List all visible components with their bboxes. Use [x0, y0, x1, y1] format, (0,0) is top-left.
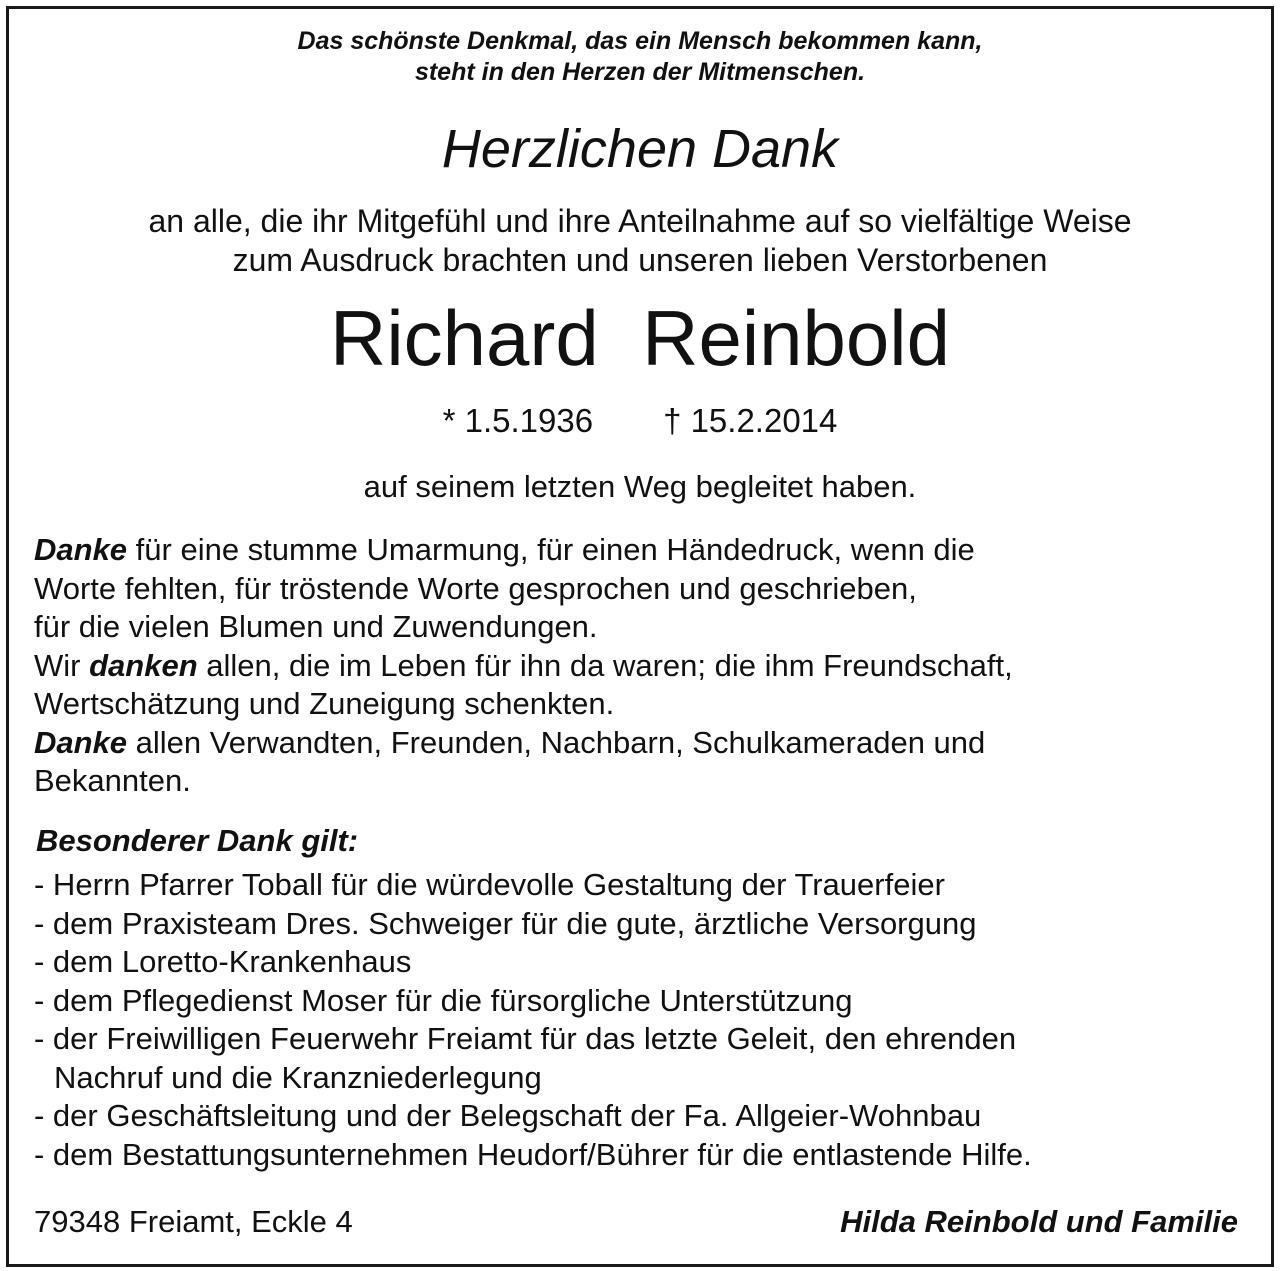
deceased-last-name: Reinbold: [642, 294, 950, 382]
motto-line-2: steht in den Herzen der Mitmenschen.: [414, 58, 866, 86]
thanks-emphasis: danken: [89, 647, 198, 683]
birth-date: * 1.5.1936: [442, 402, 594, 439]
address: 79348 Freiamt, Eckle 4: [34, 1204, 353, 1239]
list-item-continuation: Nachruf und die Kranzniederlegung: [54, 1059, 542, 1095]
thanks-line: Worte fehlten, für tröstende Worte gesprochen und geschrieben,: [34, 570, 917, 606]
thanks-paragraph: [34, 531, 1254, 801]
thanks-line: Wertschätzung und Zuneigung schenkten.: [34, 686, 615, 721]
list-item: - dem Loretto-Krankenhaus: [34, 944, 412, 979]
list-item: - dem Bestattungsunternehmen Heudorf/Bührer für die entlastende Hilfe.: [34, 1136, 1032, 1172]
list-item: - der Geschäftsleitung und der Belegschaft der Fa. Allgeier-Wohnbau: [34, 1098, 982, 1133]
motto: [0, 26, 1280, 88]
life-dates: [0, 400, 1280, 442]
motto-line-1: Das schönste Denkmal, das ein Mensch bekommen kann,: [297, 27, 983, 55]
thanks-line: für die vielen Blumen und Zuwendungen.: [34, 609, 598, 644]
accompany-text: auf seinem letzten Weg begleitet haben.: [363, 469, 917, 504]
notice-title: Herzlichen Dank: [441, 119, 839, 179]
intro-text: [0, 202, 1280, 280]
thanks-line: Danke allen Verwandten, Freunden, Nachbarn, Schulkameraden und: [34, 724, 986, 760]
signature: Hilda Reinbold und Familie: [840, 1204, 1238, 1239]
special-thanks-heading: Besonderer Dank gilt:: [36, 823, 359, 858]
intro-line-2: zum Ausdruck brachten und unseren lieben Verstorbenen: [232, 242, 1048, 278]
death-date: † 15.2.2014: [663, 402, 838, 439]
special-thanks-list: [34, 866, 1254, 1174]
list-item: - der Freiwilligen Feuerwehr Freiamt für das letzte Geleit, den ehrenden: [34, 1021, 1017, 1056]
intro-line-1: an alle, die ihr Mitgefühl und ihre Anteilnahme auf so vielfältige Weise: [148, 203, 1132, 239]
thanks-line: Danke für eine stumme Umarmung, für einen Händedruck, wenn die: [34, 532, 975, 567]
thanks-emphasis: Danke: [34, 532, 128, 567]
list-item: - dem Pflegedienst Moser für die fürsorgliche Unterstützung: [34, 982, 853, 1018]
list-item: - dem Praxisteam Dres. Schweiger für die gute, ärztliche Versorgung: [34, 905, 977, 941]
list-item: - Herrn Pfarrer Toball für die würdevolle Gestaltung der Trauerfeier: [34, 867, 945, 902]
thanks-line: Wir danken allen, die im Leben für ihn da waren; die ihm Freundschaft,: [34, 647, 1013, 683]
deceased-first-name: Richard: [329, 294, 599, 382]
thanks-emphasis: Danke: [34, 724, 128, 760]
thanks-line: Bekannten.: [34, 763, 191, 798]
deceased-name: [0, 290, 1280, 386]
